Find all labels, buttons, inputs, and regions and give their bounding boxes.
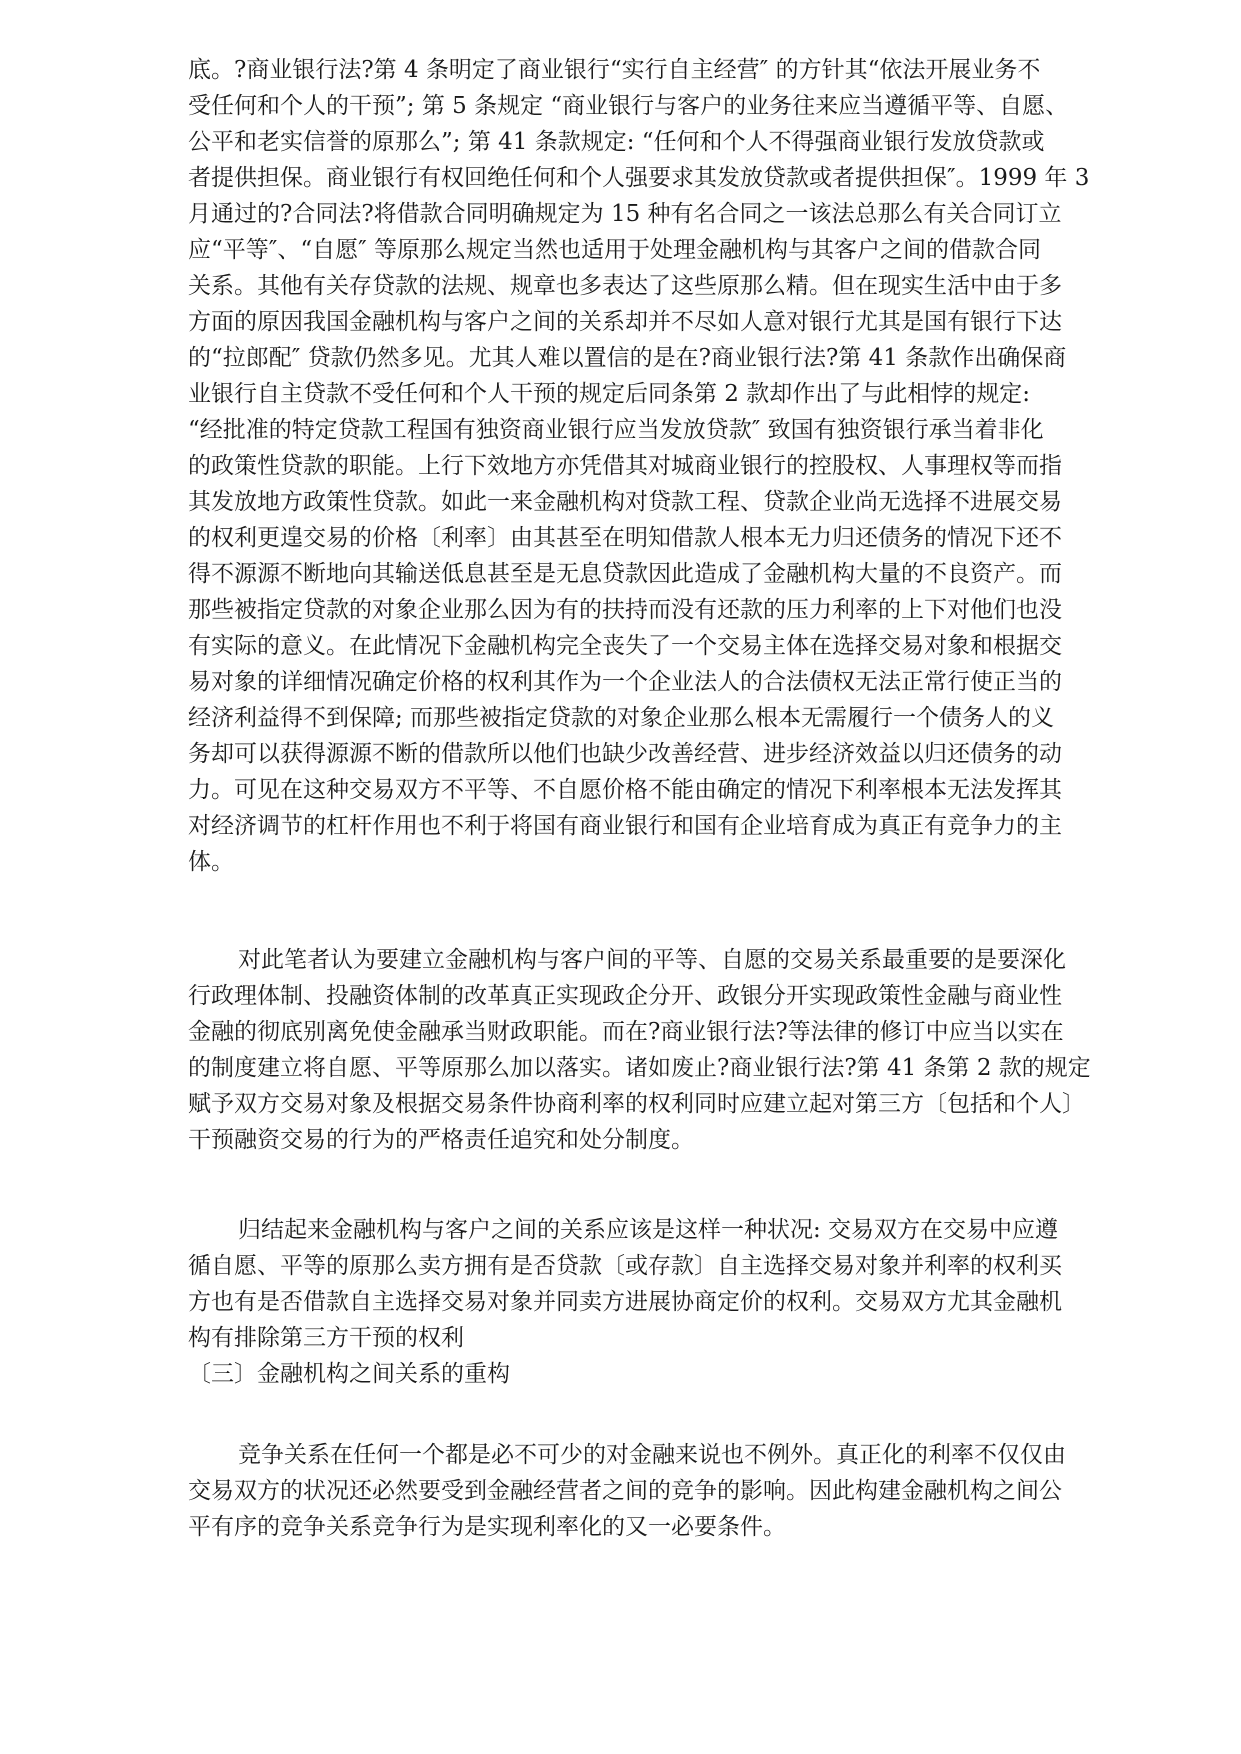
paragraph-line: 的“拉郎配″ 贷款仍然多见。尤其人难以置信的是在?商业银行法?第 41 条款作出确保商 xyxy=(188,345,1067,371)
paragraph-line: 力。可见在这种交易双方不平等、不自愿价格不能由确定的情况下利率根本无法发挥其 xyxy=(188,777,1062,803)
paragraph-line: 构有排除第三方干预的权利 xyxy=(188,1325,464,1351)
paragraph-line: 体。 xyxy=(188,849,234,875)
paragraph-line: 干预融资交易的行为的严格责任追究和处分制度。 xyxy=(188,1127,694,1153)
paragraph-line: 者提供担保。商业银行有权回绝任何和个人强要求其发放贷款或者提供担保″。1999 年 3 xyxy=(188,165,1090,191)
paragraph-line: 的制度建立将自愿、平等原那么加以落实。诸如废止?商业银行法?第 41 条第 2 款的规定 xyxy=(188,1055,1091,1081)
paragraph-line: 受任何和个人的干预”; 第 5 条规定 “商业银行与客户的业务往来应当遵循平等、自愿、 xyxy=(188,93,1069,119)
paragraph-4 xyxy=(188,1437,1138,1545)
paragraph-line: 金融的彻底别离免使金融承当财政职能。而在?商业银行法?等法律的修订中应当以实在 xyxy=(188,1019,1064,1045)
paragraph-1 xyxy=(188,52,1138,880)
paragraph-line: 底。?商业银行法?第 4 条明定了商业银行“实行自主经营″ 的方针其“依法开展业务不 xyxy=(188,57,1041,83)
paragraph-line: 循自愿、平等的原那么卖方拥有是否贷款〔或存款〕自主选择交易对象并利率的权利买 xyxy=(188,1253,1062,1279)
paragraph-line: 易对象的详细情况确定价格的权利其作为一个企业法人的合法债权无法正常行使正当的 xyxy=(188,669,1062,695)
paragraph-line: 对经济调节的杠杆作用也不利于将国有商业银行和国有企业培育成为真正有竞争力的主 xyxy=(188,813,1062,839)
paragraph-line: 赋予双方交易对象及根据交易条件协商利率的权利同时应建立起对第三方〔包括和个人〕 xyxy=(188,1091,1085,1117)
paragraph-line: 对此笔者认为要建立金融机构与客户间的平等、自愿的交易关系最重要的是要深化 xyxy=(238,947,1066,973)
paragraph-line: 的政策性贷款的职能。上行下效地方亦凭借其对城商业银行的控股权、人事理权等而指 xyxy=(188,453,1062,479)
paragraph-3 xyxy=(188,1212,1138,1392)
paragraph-line: 得不源源不断地向其输送低息甚至是无息贷款因此造成了金融机构大量的不良资产。而 xyxy=(188,561,1062,587)
paragraph-line: 应“平等″、“自愿″ 等原那么规定当然也适用于处理金融机构与其客户之间的借款合同 xyxy=(188,237,1042,263)
paragraph-line: “经批准的特定贷款工程国有独资商业银行应当发放贷款″ 致国有独资银行承当着非化 xyxy=(188,417,1044,443)
paragraph-line: 月通过的?合同法?将借款合同明确规定为 15 种有名合同之一该法总那么有关合同订立 xyxy=(188,201,1062,227)
paragraph-line: 交易双方的状况还必然要受到金融经营者之间的竞争的影响。因此构建金融机构之间公 xyxy=(188,1478,1062,1504)
paragraph-line: 行政理体制、投融资体制的改革真正实现政企分开、政银分开实现政策性金融与商业性 xyxy=(188,983,1062,1009)
paragraph-line: 竞争关系在任何一个都是必不可少的对金融来说也不例外。真正化的利率不仅仅由 xyxy=(238,1442,1066,1468)
paragraph-line: 业银行自主贷款不受任何和个人干预的规定后同条第 2 款却作出了与此相悖的规定: xyxy=(188,381,1031,407)
paragraph-2 xyxy=(188,942,1138,1158)
paragraph-line: 经济利益得不到保障; 而那些被指定贷款的对象企业那么根本无需履行一个债务人的义 xyxy=(188,705,1055,731)
paragraph-line: 平有序的竞争关系竞争行为是实现利率化的又一必要条件。 xyxy=(188,1514,786,1540)
paragraph-line: 的权利更遑交易的价格〔利率〕由其甚至在明知借款人根本无力归还债务的情况下还不 xyxy=(188,525,1062,551)
paragraph-line: 归结起来金融机构与客户之间的关系应该是这样一种状况: 交易双方在交易中应遵 xyxy=(238,1217,1059,1243)
paragraph-line: 那些被指定贷款的对象企业那么因为有的扶持而没有还款的压力利率的上下对他们也没 xyxy=(188,597,1062,623)
paragraph-line: 其发放地方政策性贷款。如此一来金融机构对贷款工程、贷款企业尚无选择不进展交易 xyxy=(188,489,1062,515)
paragraph-line: 公平和老实信誉的原那么”; 第 41 条款规定: “任何和个人不得强商业银行发放贷款或 xyxy=(188,129,1045,155)
paragraph-line: 务却可以获得源源不断的借款所以他们也缺少改善经营、进步经济效益以归还债务的动 xyxy=(188,741,1062,767)
paragraph-line: 方也有是否借款自主选择交易对象并同卖方进展协商定价的权利。交易双方尤其金融机 xyxy=(188,1289,1062,1315)
section-heading: 〔三〕金融机构之间关系的重构 xyxy=(188,1361,510,1387)
paragraph-line: 方面的原因我国金融机构与客户之间的关系却并不尽如人意对银行尤其是国有银行下达 xyxy=(188,309,1062,335)
paragraph-line: 有实际的意义。在此情况下金融机构完全丧失了一个交易主体在选择交易对象和根据交 xyxy=(188,633,1062,659)
paragraph-line: 关系。其他有关存贷款的法规、规章也多表达了这些原那么精。但在现实生活中由于多 xyxy=(188,273,1062,299)
